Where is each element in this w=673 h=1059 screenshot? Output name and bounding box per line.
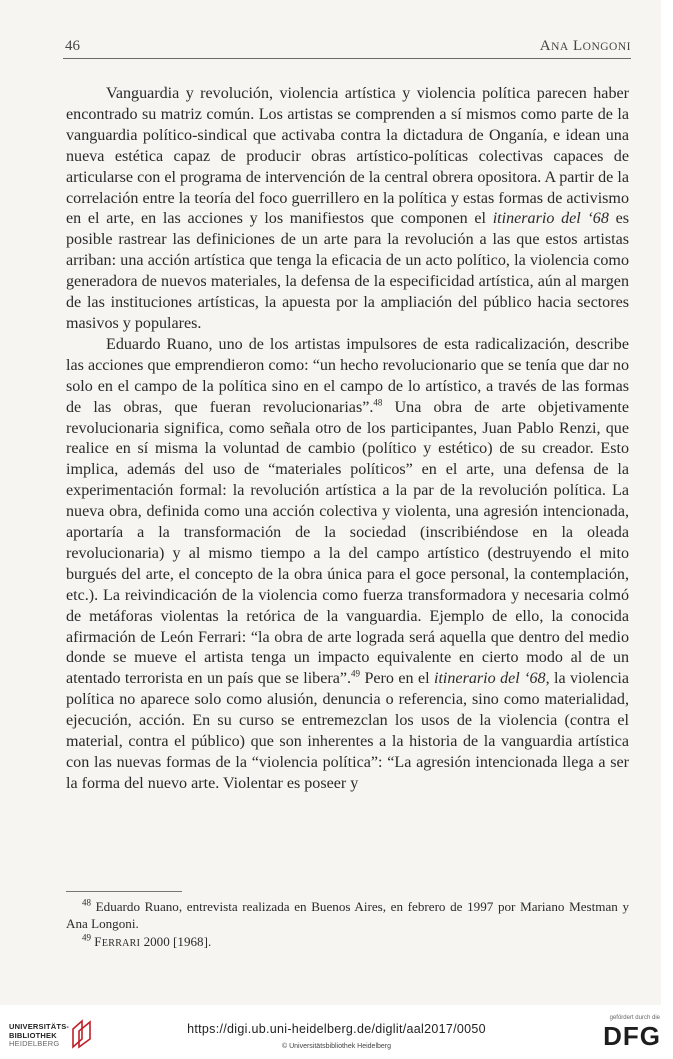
paragraph-text: , la violencia política no aparece solo como alusión, denuncia o referencia, sino como materialidad, ejecución, acción. En su curso se entremezclan los usos de la violencia (contra el material, contra el público) que son inherentes a la historia de la vanguardia artística con las nuevas formas de la “violencia política”: “La agresión intencionada llega a ser la forma del nuevo arte. Violentar es poseer y — [66, 670, 629, 792]
library-name-line: UNIVERSITÄTS- — [9, 1022, 70, 1031]
paragraph-text: Eduardo Ruano, uno de los artistas impulsores de esta radicalización, describe las acciones que emprendieron como: “un hecho revolucionario que se tenía que dar no solo en el campo de la política sino en el campo de lo artístico, a través de las formas de las obras, que fueran revolucionarias”. — [66, 335, 629, 416]
viewer-footer — [0, 1005, 673, 1059]
paragraph-text: Una obra de arte objetivamente revolucionaria significa, como señala otro de los participantes, Juan Pablo Renzi, que realice en sí misma la voluntad de cambio (político y estético) de su creador. Esto implica, además del uso de “materiales políticos” en el arte, una defensa de la experimentación formal: la revolución artística a la par de la revolución política. La nueva obra, definida como una acción colectiva y violenta, una agresión intencionada, aportaría a la transformación de la sociedad (inscribiéndose en la oleada revolucionaria) y al mismo tiempo a la del campo artístico (destruyendo el mito burgués del arte, el concepto de la obra única para el goce personal, la contemplación, etc.). La reivindicación de la violencia como fuerza transformadora y necesaria colmó de metáforas violentas la retórica de la vanguardia. Ejemplo de ello, la conocida afirmación de León Ferrari: “la obra de arte lograda será aquella que dentro del medio donde se mueve el artista tenga un impacto equivalente en cierto modo al de un atentado terrorista en un país que se libera”. — [66, 398, 629, 688]
paragraph-text: es posible rastrear las definiciones de un arte para la revolución a las que estos artistas arriban: una acción artística que tenga la eficacia de un acto político, la violencia como generadora de nuevos materiales, la defensa de la especificidad artística, aún al margen de las instituciones artísticas, la apuesta por la ampliación del público hacia sectores masivos y populares. — [66, 210, 629, 332]
running-head-text: ANA LONGONI — [539, 38, 631, 54]
body-text — [66, 84, 629, 795]
footnote — [66, 898, 629, 932]
library-name-line: BIBLIOTHEK — [9, 1030, 57, 1040]
paragraph — [66, 84, 629, 335]
library-name-line: HEIDELBERG — [9, 1039, 60, 1048]
italic-title: itinerario del ‘68 — [433, 670, 546, 688]
footnote-ref[interactable]: 49 — [351, 669, 361, 680]
footnote-number: 49 — [82, 932, 91, 943]
footnote — [66, 933, 629, 952]
dfg-logo: DFG — [603, 1021, 661, 1051]
paragraph-text: Vanguardia y revolución, violencia artística y violencia política parecen haber encontrado su matriz común. Los artistas se comprenden a sí mismos como parte de la vanguardia político-sindical que activaba contra la dictadura de Onganía, e idean una nueva estética capaz de producir obras artístico-políticas colectivas capaces de articularse con el programa de intervención de la central obrera opositora. A partir de la correlación entre la teoría del foco guerrillero en la política y estas formas de activismo en el arte, en las acciones y los manifiestos que componen el — [66, 85, 629, 228]
footnote-number: 48 — [82, 897, 91, 908]
paragraph-text: Pero en el — [364, 670, 430, 688]
running-head — [540, 38, 631, 55]
page-url-link[interactable]: https://digi.ub.uni-heidelberg.de/diglit/aal2017/0050 — [187, 1022, 486, 1036]
funder-note: gefördert durch die — [609, 1015, 660, 1021]
page-header — [63, 38, 631, 59]
footnote-author: FERRARI — [94, 934, 141, 949]
footnote-ref[interactable]: 48 — [373, 397, 383, 408]
italic-title: itinerario del ‘68 — [492, 210, 609, 228]
footnote-divider — [66, 891, 182, 892]
copyright-notice: © Universitätsbibliothek Heidelberg — [281, 1043, 392, 1050]
page-number: 46 — [65, 38, 80, 54]
footnote-text: 2000 [1968]. — [143, 934, 212, 949]
footnote-text: Eduardo Ruano, entrevista realizada en Buenos Aires, en febrero de 1997 por Mariano Mestman y Ana Longoni. — [66, 899, 629, 931]
paragraph — [66, 335, 629, 795]
